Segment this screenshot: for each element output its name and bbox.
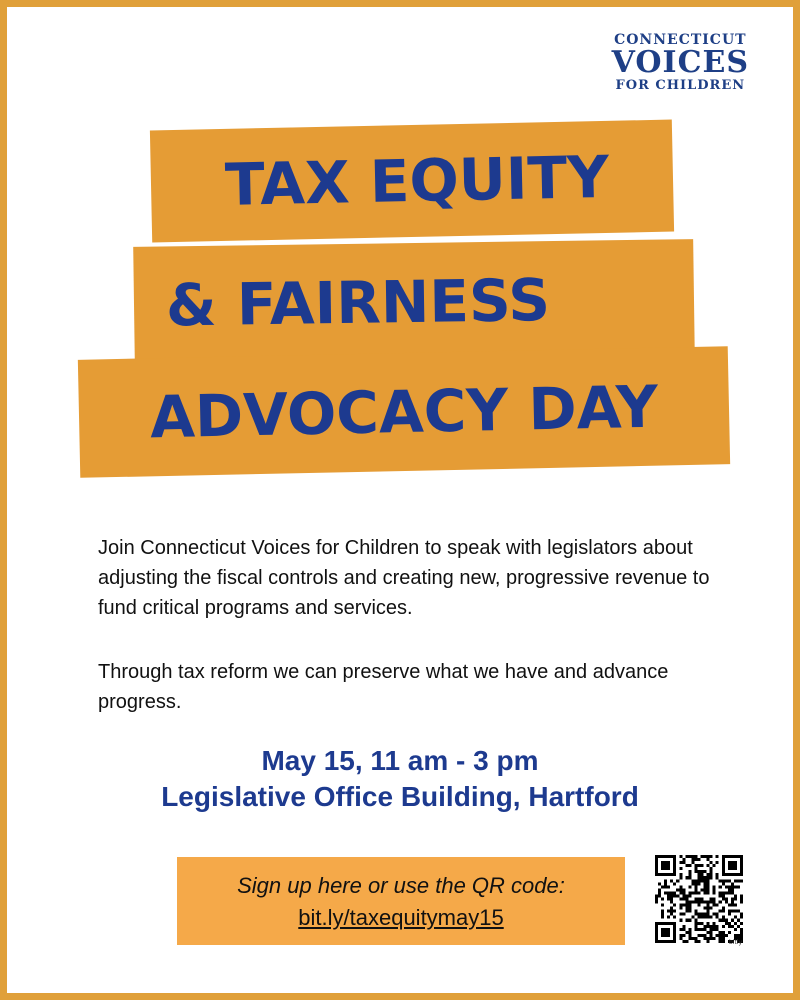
headline-band-2 bbox=[133, 239, 695, 365]
event-date-time: May 15, 11 am - 3 pm bbox=[261, 745, 539, 776]
intro-paragraph: Join Connecticut Voices for Children to speak with legislators about adjusting the fiscal controls and creating new, progressive revenue to fund critical programs and services. bbox=[98, 537, 710, 619]
headline-band-1 bbox=[150, 120, 674, 243]
logo-line-2: VOICES bbox=[611, 45, 749, 80]
connecticut-voices-logo bbox=[612, 33, 749, 92]
signup-link[interactable]: bit.ly/taxequitymay15 bbox=[298, 905, 504, 930]
signup-cta: Sign up here or use the QR code: bbox=[237, 873, 565, 898]
event-location: Legislative Office Building, Hartford bbox=[161, 781, 639, 812]
headline-line-3: ADVOCACY DAY bbox=[149, 372, 659, 452]
headline-line-2: & FAIRNESS bbox=[165, 266, 551, 340]
reform-paragraph: Through tax reform we can preserve what we have and advance progress. bbox=[98, 661, 669, 713]
logo-line-1: CONNECTICUT bbox=[614, 32, 747, 48]
qr-brand-tag: bitly bbox=[729, 939, 743, 946]
headline-line-1: TAX EQUITY bbox=[224, 142, 610, 219]
qr-code-icon[interactable] bbox=[655, 855, 743, 943]
logo-line-3: FOR CHILDREN bbox=[615, 78, 746, 93]
signup-box bbox=[177, 857, 625, 945]
headline-band-3 bbox=[78, 346, 730, 478]
